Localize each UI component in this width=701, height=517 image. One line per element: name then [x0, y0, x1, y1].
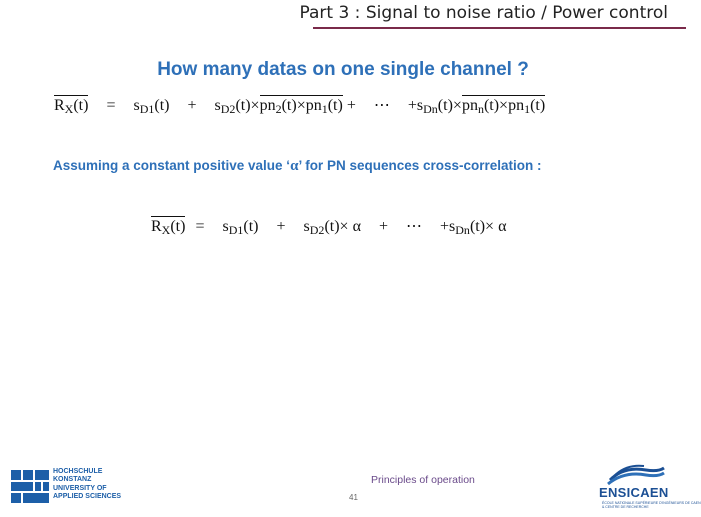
ensicaen-logo — [596, 464, 701, 514]
ensicaen-subtitle: ÉCOLE NATIONALE SUPÉRIEURE D'INGÉNIEURS DE CAEN & CENTRE DE RECHERCHE — [602, 501, 701, 509]
htwg-mark-icon — [11, 470, 49, 503]
eq1-term-s1: $s_{D1}(t)$ — [133, 97, 170, 116]
eq2-lhs: $R_X(t)$ — [151, 218, 186, 237]
eq1-plus: + — [187, 97, 197, 114]
eq1-term-sn: $+s_{Dn}(t)\times pn_n(t)\times pn_1(t)$ — [407, 97, 546, 116]
eq2-term-s2: $s_{D2}(t)\times \alpha$ — [303, 218, 361, 237]
equation-full — [54, 95, 545, 117]
eq1-equals: = — [106, 97, 116, 114]
ensicaen-name: ENSICAEN — [599, 485, 669, 500]
page-number: 41 — [349, 493, 358, 502]
eq2-ellipsis: ⋯ — [406, 218, 422, 235]
eq1-term-s2: $s_{D2}(t)\times pn_2(t)\times pn_1(t)$ — [214, 97, 343, 116]
slide-title: How many datas on one single channel ? — [157, 59, 529, 80]
header-rule — [313, 27, 686, 29]
slide-header-title: Part 3 : Signal to noise ratio / Power control — [299, 3, 668, 23]
footer-section-label: Principles of operation — [371, 474, 475, 486]
assumption-text: Assuming a constant positive value ‘α’ for PN sequences cross-correlation : — [53, 158, 542, 174]
hochschule-konstanz-logo — [11, 468, 122, 508]
eq1-ellipsis: ⋯ — [373, 97, 390, 114]
eq1-plus-2: + — [346, 97, 356, 114]
eq2-plus: + — [276, 218, 286, 235]
ensicaen-wave-icon — [606, 464, 666, 486]
equation-simplified — [151, 216, 506, 238]
eq1-lhs: $R_X(t)$ — [54, 97, 89, 116]
eq2-term-sn: $+s_{Dn}(t)\times \alpha$ — [440, 218, 507, 237]
eq2-equals: = — [195, 218, 205, 235]
eq2-plus-2: + — [378, 218, 388, 235]
eq2-term-s1: $s_{D1}(t)$ — [222, 218, 259, 237]
hochschule-logo-text: HOCHSCHULE KONSTANZ UNIVERSITY OF APPLIED SCIENCES — [53, 468, 122, 500]
